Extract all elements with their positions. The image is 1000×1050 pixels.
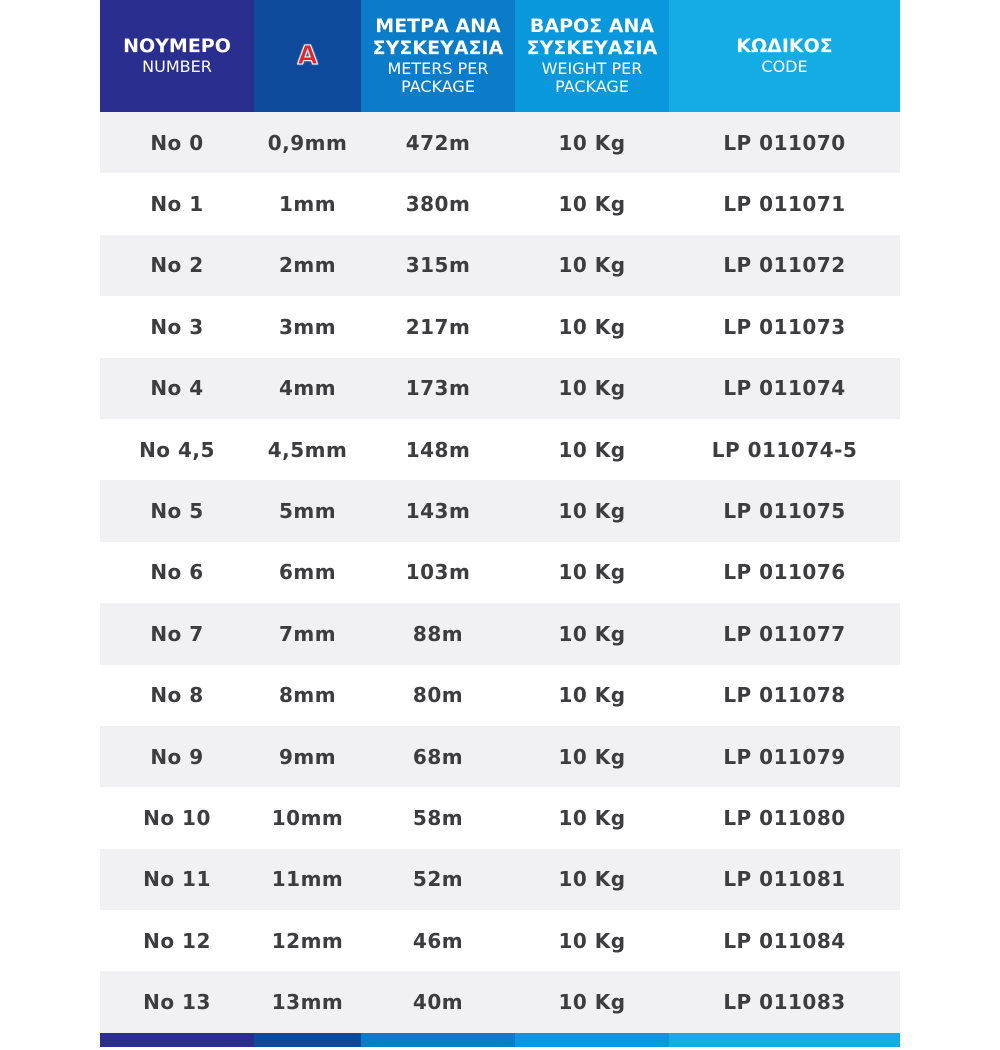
table-row	[100, 971, 900, 1032]
cell-a: 6mm	[278, 560, 337, 585]
header-weight-sub-1: WEIGHT PER	[541, 58, 643, 78]
cell-meters: 80m	[412, 683, 464, 708]
cell-meters: 315m	[405, 253, 471, 278]
table-row	[100, 910, 900, 971]
cell-meters: 143m	[405, 499, 471, 524]
table-row	[100, 542, 900, 603]
table-row	[100, 112, 900, 173]
cell-weight: 10 Kg	[558, 560, 626, 585]
cell-number: No 12	[143, 928, 211, 953]
header-code-title: ΚΩΔΙΚΟΣ	[736, 35, 833, 58]
cell-a: 3mm	[278, 314, 337, 339]
header-weight-sub-2: PACKAGE	[555, 77, 629, 97]
table-row	[100, 296, 900, 357]
footer-segment-4	[515, 1033, 669, 1047]
cell-weight: 10 Kg	[558, 437, 626, 462]
cell-weight: 10 Kg	[558, 867, 626, 892]
cell-a: 7mm	[278, 621, 337, 646]
footer-segment-2	[254, 1033, 361, 1047]
footer-segment-5	[669, 1033, 900, 1047]
cell-a: 4,5mm	[267, 437, 348, 462]
cell-number: No 5	[150, 499, 204, 524]
cell-number: No 2	[150, 253, 204, 278]
header-number-title: ΝΟΥΜΕΡΟ	[123, 35, 231, 58]
cell-code: LP 011072	[723, 253, 846, 278]
cell-weight: 10 Kg	[558, 130, 626, 155]
cell-weight: 10 Kg	[558, 990, 626, 1015]
cell-code: LP 011083	[723, 990, 846, 1015]
cell-code: LP 011079	[723, 744, 846, 769]
table-row	[100, 480, 900, 541]
cell-weight: 10 Kg	[558, 253, 626, 278]
cell-code: LP 011071	[723, 192, 846, 217]
cell-number: No 9	[150, 744, 204, 769]
header-a-logo: A	[297, 40, 318, 71]
cell-weight: 10 Kg	[558, 499, 626, 524]
table-header	[100, 0, 900, 112]
cell-meters: 472m	[405, 130, 471, 155]
cell-weight: 10 Kg	[558, 928, 626, 953]
cell-number: No 4,5	[139, 437, 215, 462]
header-weight-title-1: ΒΑΡΟΣ ΑΝΑ	[529, 14, 655, 37]
header-weight	[515, 0, 669, 112]
cell-weight: 10 Kg	[558, 805, 626, 830]
cell-code: LP 011080	[723, 805, 846, 830]
table-body	[100, 112, 900, 1033]
header-meters-sub-1: METERS PER	[387, 58, 489, 78]
cell-a: 1mm	[278, 192, 337, 217]
cell-code: LP 011070	[723, 130, 846, 155]
cell-a: 8mm	[278, 683, 337, 708]
cell-number: No 6	[150, 560, 204, 585]
header-meters	[361, 0, 515, 112]
cell-meters: 58m	[412, 805, 464, 830]
cell-code: LP 011076	[723, 560, 846, 585]
cell-weight: 10 Kg	[558, 314, 626, 339]
header-number-subtitle: NUMBER	[142, 56, 212, 76]
table-row	[100, 665, 900, 726]
cell-weight: 10 Kg	[558, 192, 626, 217]
table-row	[100, 849, 900, 910]
table-row	[100, 358, 900, 419]
cell-meters: 380m	[405, 192, 471, 217]
cell-a: 10mm	[271, 805, 344, 830]
table-row	[100, 173, 900, 234]
cell-meters: 148m	[405, 437, 471, 462]
cell-weight: 10 Kg	[558, 683, 626, 708]
table-row	[100, 726, 900, 787]
cell-number: No 13	[143, 990, 211, 1015]
header-code	[669, 0, 900, 112]
cell-meters: 40m	[412, 990, 464, 1015]
header-code-subtitle: CODE	[761, 56, 808, 76]
table-row	[100, 235, 900, 296]
cell-number: No 11	[143, 867, 211, 892]
cell-number: No 4	[150, 376, 204, 401]
cell-number: No 7	[150, 621, 204, 646]
cell-code: LP 011073	[723, 314, 846, 339]
cell-number: No 8	[150, 683, 204, 708]
table-row	[100, 603, 900, 664]
cell-code: LP 011081	[723, 867, 846, 892]
cell-number: No 1	[150, 192, 204, 217]
cell-meters: 173m	[405, 376, 471, 401]
cell-a: 9mm	[278, 744, 337, 769]
cell-code: LP 011084	[723, 928, 846, 953]
cell-weight: 10 Kg	[558, 744, 626, 769]
cell-code: LP 011075	[723, 499, 846, 524]
cell-meters: 52m	[412, 867, 464, 892]
cell-a: 4mm	[278, 376, 337, 401]
header-meters-title-2: ΣΥΣΚΕΥΑΣΙΑ	[372, 37, 504, 60]
cell-number: No 10	[143, 805, 211, 830]
cell-meters: 88m	[412, 621, 464, 646]
header-meters-sub-2: PACKAGE	[401, 77, 475, 97]
table-row	[100, 787, 900, 848]
cell-code: LP 011077	[723, 621, 846, 646]
cell-a: 5mm	[278, 499, 337, 524]
header-number	[100, 0, 254, 112]
cell-code: LP 011078	[723, 683, 846, 708]
cell-number: No 3	[150, 314, 204, 339]
cell-a: 2mm	[278, 253, 337, 278]
footer-segment-1	[100, 1033, 254, 1047]
cell-a: 12mm	[271, 928, 344, 953]
cell-number: No 0	[150, 130, 204, 155]
footer-segment-3	[361, 1033, 515, 1047]
cell-meters: 217m	[405, 314, 471, 339]
table-footer-bar	[100, 1033, 900, 1047]
cell-weight: 10 Kg	[558, 621, 626, 646]
cell-a: 11mm	[271, 867, 344, 892]
cell-a: 13mm	[271, 990, 344, 1015]
cell-code: LP 011074-5	[711, 437, 858, 462]
cell-meters: 103m	[405, 560, 471, 585]
cell-code: LP 011074	[723, 376, 846, 401]
cell-a: 0,9mm	[267, 130, 348, 155]
cell-meters: 46m	[412, 928, 464, 953]
header-weight-title-2: ΣΥΣΚΕΥΑΣΙΑ	[526, 37, 658, 60]
cell-meters: 68m	[412, 744, 464, 769]
table-row	[100, 419, 900, 480]
header-a	[254, 0, 361, 112]
header-meters-title-1: ΜΕΤΡΑ ΑΝΑ	[375, 14, 501, 37]
cell-weight: 10 Kg	[558, 376, 626, 401]
spec-table	[100, 0, 900, 1047]
